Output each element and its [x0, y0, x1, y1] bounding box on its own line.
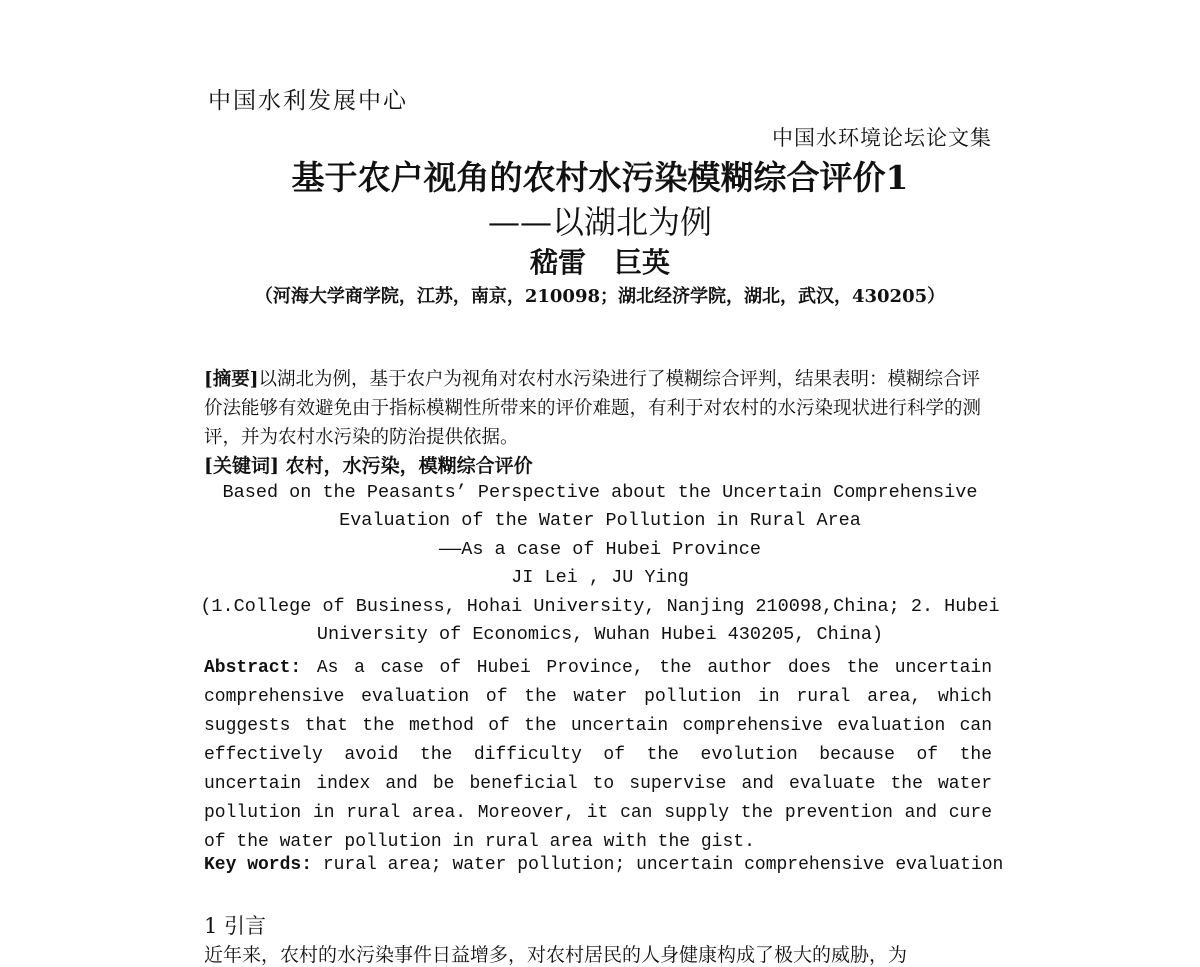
- keywords-cn: [204, 451, 533, 478]
- abstract-cn-text: 以湖北为例，基于农户为视角对农村水污染进行了模糊综合评判，结果表明：模糊综合评价法能够有效避免由于指标模糊性所带来的评价难题，有利于对农村的水污染现状进行科学的测评，并为农村水污染的防治提供依据。: [204, 369, 982, 448]
- abstract-en: [204, 654, 992, 857]
- paper-title-en-line2: Evaluation of the Water Pollution in Rural Area: [339, 510, 861, 531]
- keywords-en: [204, 855, 1003, 875]
- authors-cn: 嵇雷 巨英: [529, 246, 670, 279]
- paper-subtitle-en: ——As a case of Hubei Province: [439, 539, 761, 560]
- keywords-en-label: Key words:: [204, 855, 313, 875]
- affiliation-en-line1: (1.College of Business, Hohai University, Nanjing 210098,China; 2. Hubei: [200, 596, 1000, 617]
- section-body-first-line: 近年来，农村的水污染事件日益增多，对农村居民的人身健康构成了极大的威胁，为: [204, 944, 908, 966]
- keywords-cn-text: 农村，水污染，模糊综合评价: [278, 455, 533, 477]
- abstract-cn-label: [摘要]: [204, 369, 259, 390]
- running-header-left: 中国水利发展中心: [208, 88, 408, 114]
- abstract-en-text: As a case of Hubei Province, the author does the uncertain comprehensive evaluation of the water pollution in rural area, which suggests that the method of the uncertain comprehensive evaluation can effectively avoid the difficulty of the evolution because of the uncertain index and be beneficial to supervise and evaluate the water pollution in rural area. Moreover, it can supply the prevention and cure of the water pollution in rural area with the gist.: [204, 658, 992, 852]
- running-header-right: 中国水环境论坛论文集: [772, 126, 992, 150]
- affiliation-cn: （河海大学商学院，江苏，南京，210098；湖北经济学院，湖北，武汉，430205）: [254, 286, 946, 307]
- abstract-en-label: Abstract:: [204, 658, 302, 678]
- section-heading-introduction: 1 引言: [204, 914, 267, 938]
- keywords-cn-label: [关键词]: [204, 455, 279, 477]
- paper-title-cn: 基于农户视角的农村水污染模糊综合评价1: [291, 158, 909, 197]
- abstract-cn: [204, 365, 994, 452]
- keywords-en-text: rural area; water pollution; uncertain comprehensive evaluation: [312, 855, 1004, 875]
- affiliation-en-line2: University of Economics, Wuhan Hubei 430205, China): [316, 624, 884, 645]
- paper-title-en-line1: Based on the Peasants’ Perspective about the Uncertain Comprehensive: [222, 482, 978, 503]
- authors-en: JI Lei , JU Ying: [511, 567, 689, 588]
- paper-subtitle-cn: ——以湖北为例: [487, 203, 712, 241]
